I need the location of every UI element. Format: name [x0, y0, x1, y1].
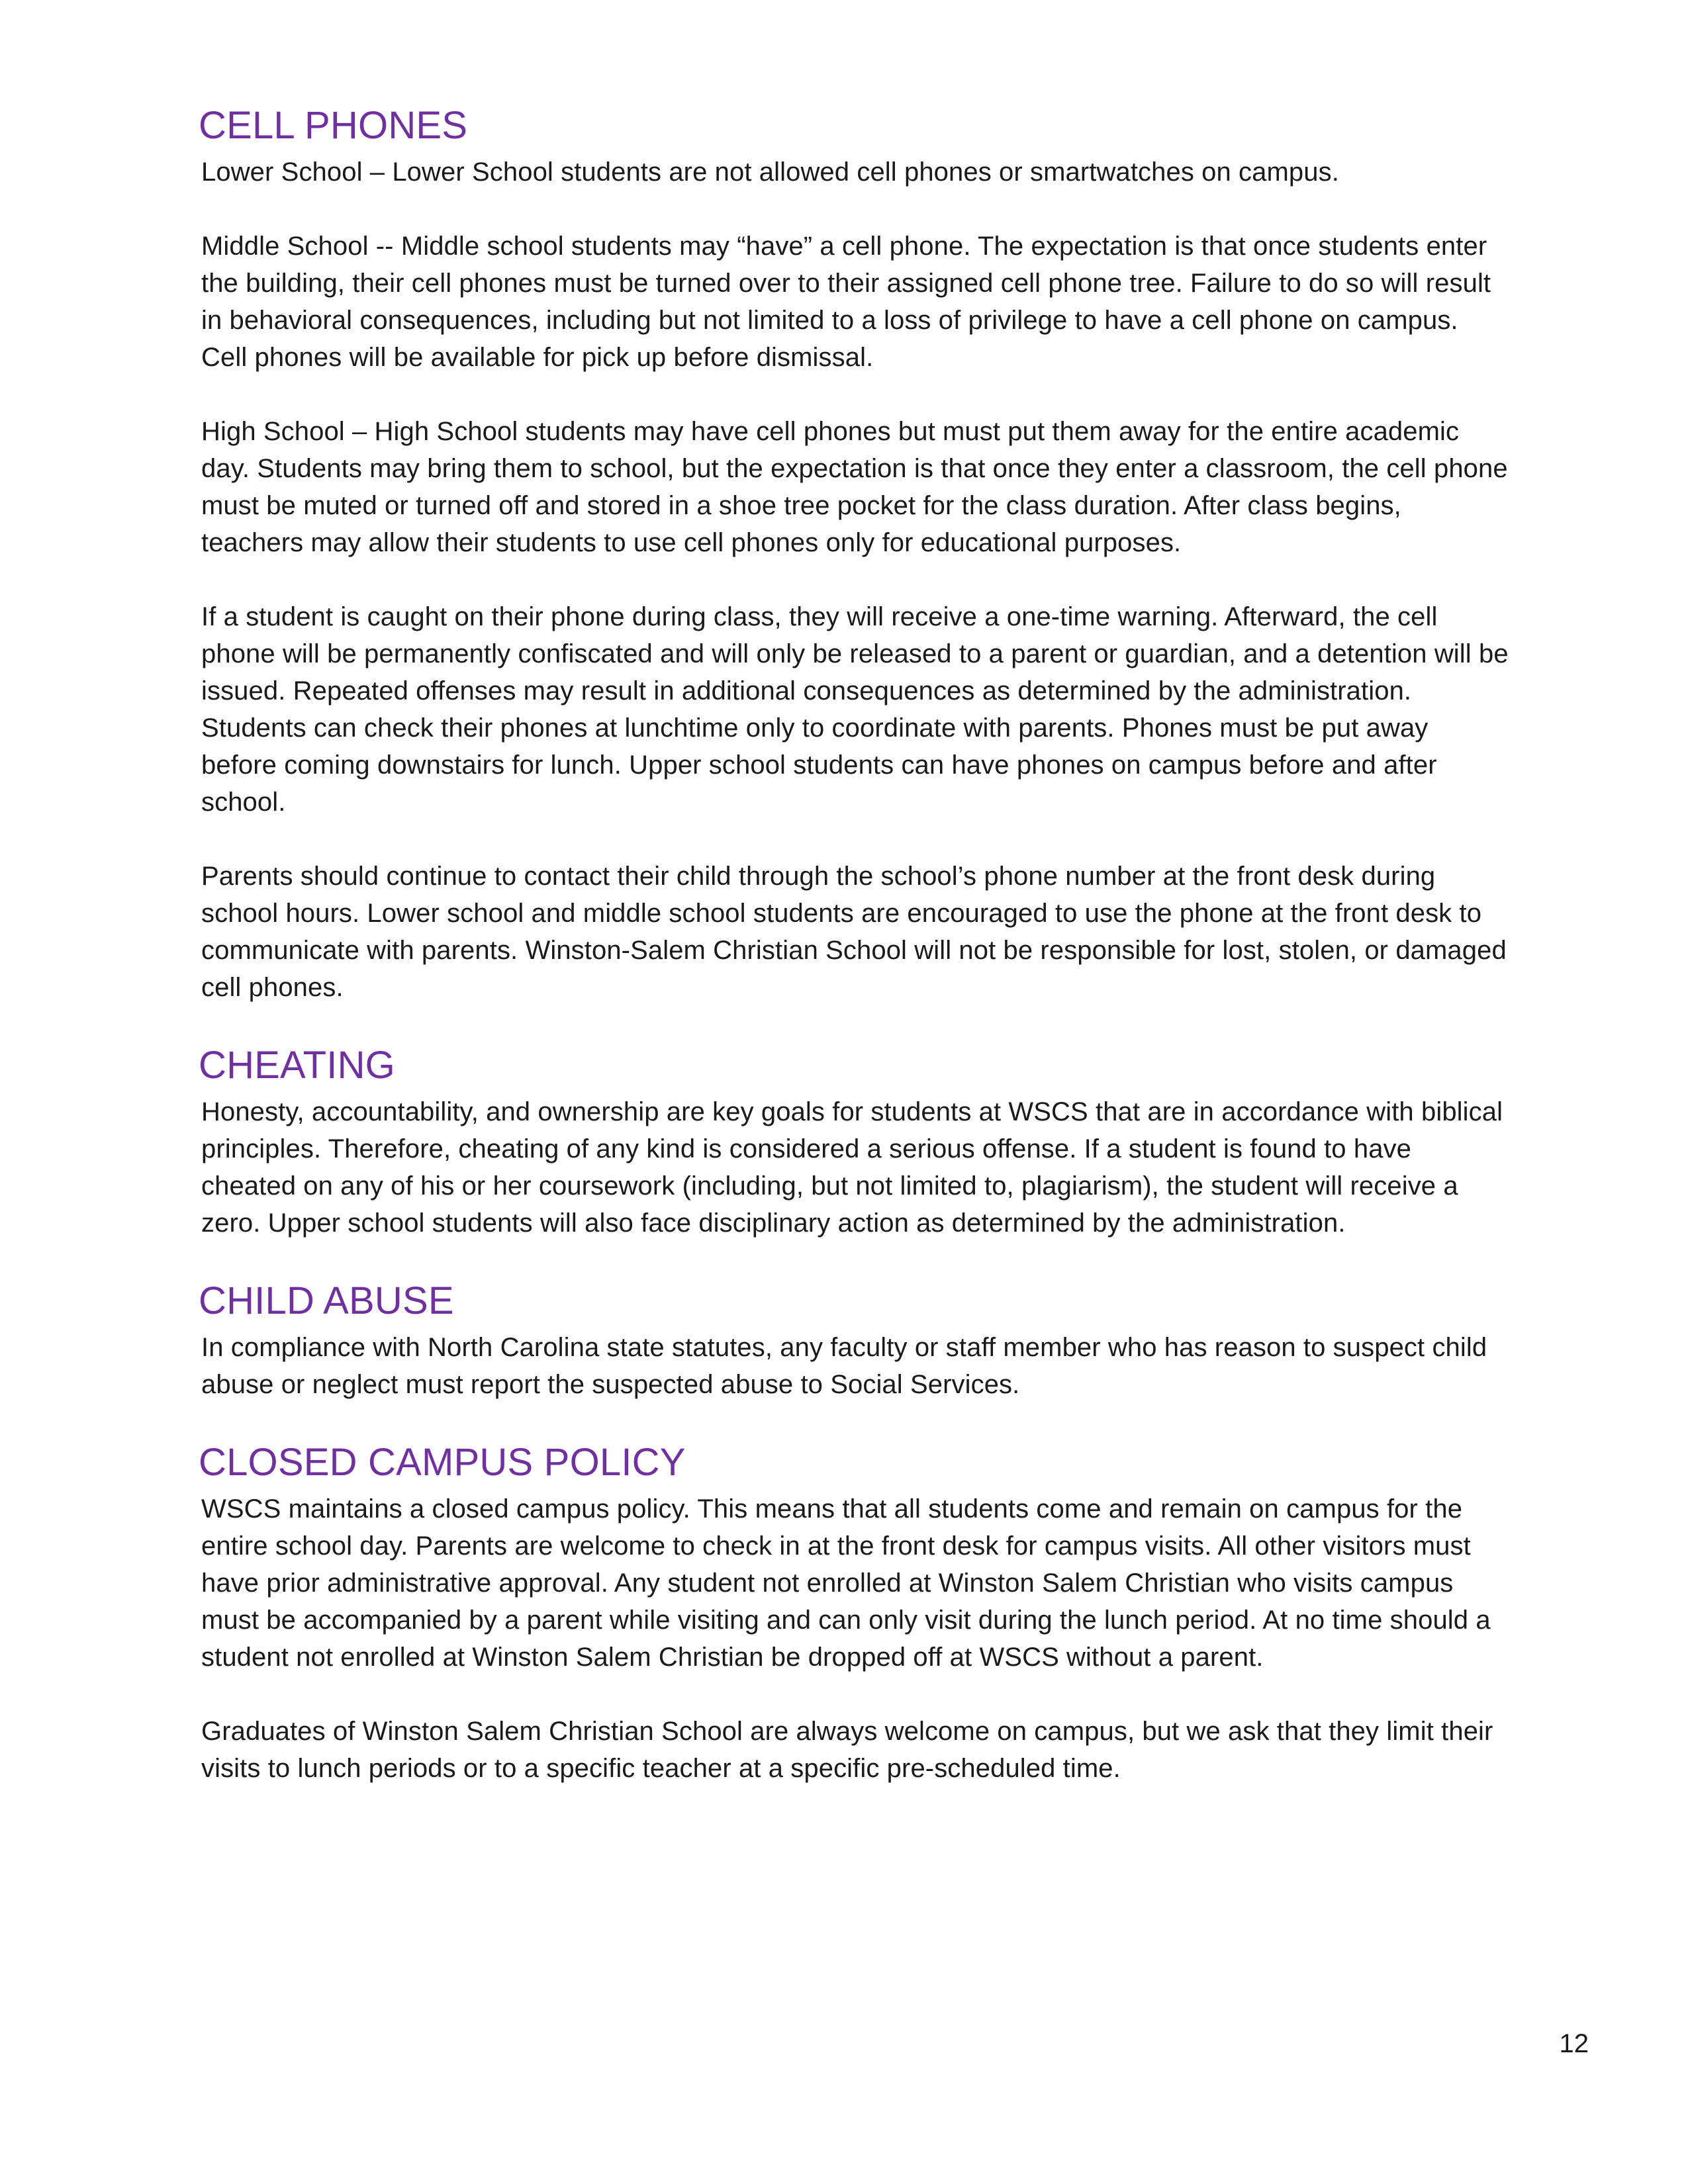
- paragraph: Lower School – Lower School students are not allowed cell phones or smartwatches on campus.: [201, 158, 1339, 187]
- section-heading: CELL PHONES: [199, 104, 468, 147]
- paragraph: WSCS maintains a closed campus policy. This means that all students come and remain on campus for the entire school day. Parents are welcome to check in at the front desk for campus visits. All other visitors must have prior administrative approval. Any student not enrolled at Winston Salem Christian who visits campus must be accompanied by a parent while visiting and can only visit during the lunch period. At no time should a student not enrolled at Winston Salem Christian be dropped off at WSCS without a parent.: [201, 1494, 1491, 1672]
- section-heading: CHEATING: [199, 1044, 395, 1087]
- page-content: [199, 99, 1509, 1820]
- section-heading: CHILD ABUSE: [199, 1279, 454, 1322]
- section-cell-phones: [199, 99, 1509, 1006]
- paragraph: Honesty, accountability, and ownership are key goals for students at WSCS that are in accordance with biblical principles. Therefore, cheating of any kind is considered a serious offense. If a student is found to have cheated on any of his or her coursework (including, but not limited to, plagiarism), the student will receive a zero. Upper school students will also face disciplinary action as determined by the administration.: [201, 1097, 1503, 1238]
- section-cheating: [199, 1039, 1509, 1242]
- section-closed-campus-policy: [199, 1436, 1509, 1787]
- section-heading: CLOSED CAMPUS POLICY: [199, 1441, 686, 1484]
- section-child-abuse: [199, 1275, 1509, 1403]
- page-number: 12: [1559, 2029, 1589, 2058]
- paragraph: Middle School -- Middle school students may “have” a cell phone. The expectation is that once students enter the building, their cell phones must be turned over to their assigned cell phone tree. Failure to do so will result in behavioral consequences, including but not limited to a loss of privilege to have a cell phone on campus. Cell phones will be available for pick up before dismissal.: [201, 232, 1491, 372]
- paragraph: Parents should continue to contact their child through the school’s phone number at the front desk during school hours. Lower school and middle school students are encouraged to use the phone at the front desk to communicate with parents. Winston-Salem Christian School will not be responsible for lost, stolen, or damaged cell phones.: [201, 862, 1507, 1002]
- paragraph: In compliance with North Carolina state statutes, any faculty or staff member who has reason to suspect child abuse or neglect must report the suspected abuse to Social Services.: [201, 1333, 1487, 1399]
- paragraph: If a student is caught on their phone during class, they will receive a one-time warning. Afterward, the cell phone will be permanently confiscated and will only be released to a parent or guardian, and a detention will be issued. Repeated offenses may result in additional consequences as determined by the administration. Students can check their phones at lunchtime only to coordinate with parents. Phones must be put away before coming downstairs for lunch. Upper school students can have phones on campus before and after school.: [201, 602, 1509, 817]
- paragraph: Graduates of Winston Salem Christian School are always welcome on campus, but we ask that they limit their visits to lunch periods or to a specific teacher at a specific pre-scheduled time.: [201, 1717, 1493, 1783]
- paragraph: High School – High School students may have cell phones but must put them away for the entire academic day. Students may bring them to school, but the expectation is that once they enter a classroom, the cell phone must be muted or turned off and stored in a shoe tree pocket for the class duration. After class begins, teachers may allow their students to use cell phones only for educational purposes.: [201, 417, 1508, 557]
